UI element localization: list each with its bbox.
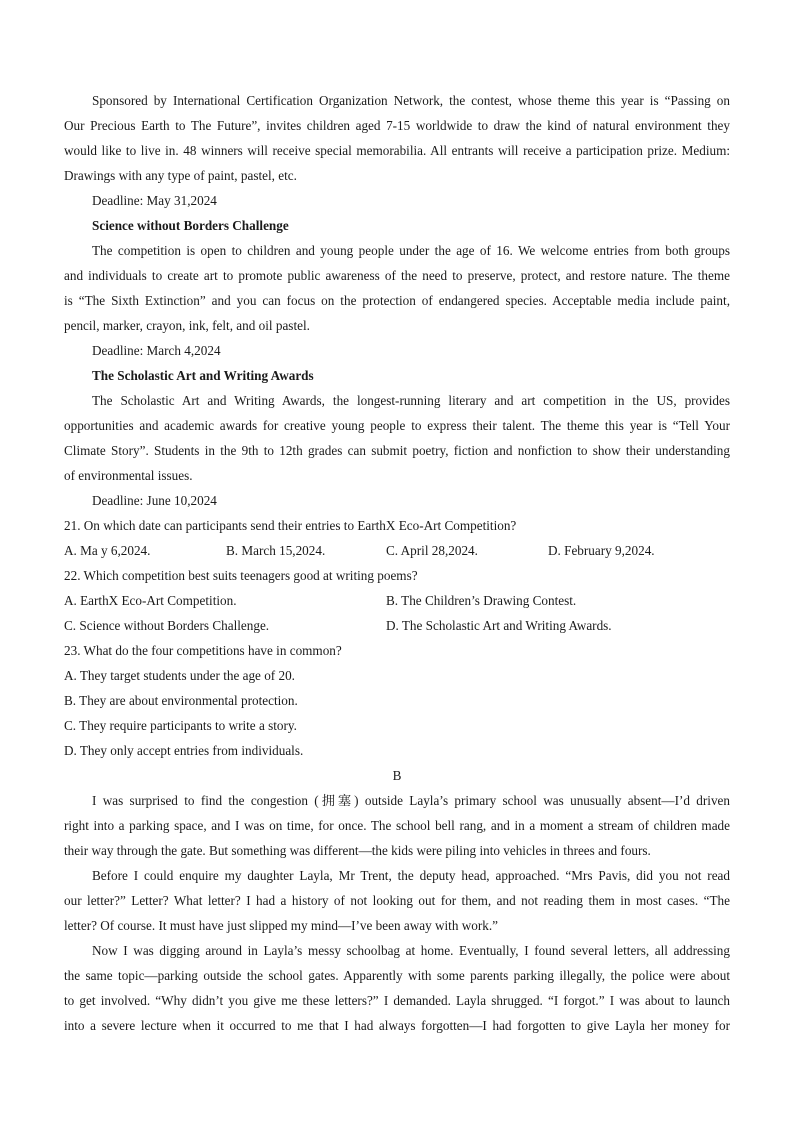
contest-description-scholastic-awards (64, 388, 730, 488)
text-line: Sponsored by International Certification Organization Network, the contest, whose theme this year is “Passing on (92, 93, 730, 108)
question-21-option-a: A. Ma y 6,2024. (64, 543, 151, 558)
text-line: is “The Sixth Extinction” and you can focus on the protection of endangered species. Acceptable media include paint, (64, 293, 730, 308)
text-line: The competition is open to children and young people under the age of 16. We welcome entries from both groups (92, 243, 730, 258)
text-line: would like to live in. 48 winners will receive special memorabilia. All entrants will receive a participation prize. Medium: (64, 143, 730, 158)
deadline-childrens-drawing: Deadline: May 31,2024 (92, 193, 217, 208)
text-line: opportunities and academic awards for creative young people to express their talent. The theme this year is “Tell Your (64, 418, 730, 433)
text-line: into a severe lecture when it occurred to me that I had always forgotten—I had forgotten to give Layla her money for (64, 1018, 730, 1033)
contest-description-childrens-drawing (64, 88, 730, 188)
question-23-option-a: A. They target students under the age of 20. (64, 668, 295, 683)
passage-b-paragraph-1 (64, 788, 730, 863)
deadline-science-without-borders: Deadline: March 4,2024 (92, 343, 221, 358)
text-line: Our Precious Earth to The Future”, invites children aged 7-15 worldwide to draw the kind of natural environment they (64, 118, 730, 133)
question-21-option-d: D. February 9,2024. (548, 543, 655, 558)
question-23-option-b: B. They are about environmental protection. (64, 693, 298, 708)
question-23-stem: 23. What do the four competitions have in common? (64, 643, 342, 658)
contest-title-science-without-borders: Science without Borders Challenge (92, 218, 289, 233)
text-line: Drawings with any type of paint, pastel, etc. (64, 168, 297, 183)
question-22-option-a: A. EarthX Eco-Art Competition. (64, 593, 237, 608)
text-line: The Scholastic Art and Writing Awards, the longest-running literary and art competition in the US, provides (92, 393, 730, 408)
contest-description-science-without-borders (64, 238, 730, 338)
question-21-option-c: C. April 28,2024. (386, 543, 478, 558)
question-22-option-b: B. The Children’s Drawing Contest. (386, 593, 577, 608)
question-23-option-c: C. They require participants to write a story. (64, 718, 297, 733)
text-line: the same topic—parking outside the school gates. Apparently with some parents parking illegally, the police were about (64, 968, 730, 983)
text-line: right into a parking space, and I was on time, for once. The school bell rang, and in a moment a stream of children made (64, 818, 730, 833)
text-line: to get involved. “Why didn’t you give me these letters?” I demanded. Layla shrugged. “I forgot.” I was about to launch (64, 993, 730, 1008)
question-21-stem: 21. On which date can participants send their entries to EarthX Eco-Art Competition? (64, 518, 517, 533)
text-line: their way through the gate. But something was different—the kids were piling into vehicles in threes and fours. (64, 843, 651, 858)
text-line: and individuals to create art to promote public awareness of the need to preserve, protect, and restore nature. The theme (64, 268, 730, 283)
text-line: of environmental issues. (64, 468, 193, 483)
question-22-option-d: D. The Scholastic Art and Writing Awards. (386, 618, 612, 633)
text-line: our letter?” Letter? What letter? I had a history of not looking out for them, and not reading them in most cases. “The (64, 893, 730, 908)
text-line: I was surprised to find the congestion (拥塞) outside Layla’s primary school was unusually absent—I’d driven (92, 793, 730, 808)
passage-b-label: B (392, 768, 402, 783)
document-page (64, 88, 730, 1038)
passage-b-paragraph-2 (64, 863, 730, 938)
deadline-scholastic-awards: Deadline: June 10,2024 (92, 493, 217, 508)
question-22-option-c: C. Science without Borders Challenge. (64, 618, 270, 633)
question-21-option-b: B. March 15,2024. (226, 543, 326, 558)
question-23-option-d: D. They only accept entries from individuals. (64, 743, 304, 758)
passage-b-paragraph-3 (64, 938, 730, 1038)
text-line: Before I could enquire my daughter Layla, Mr Trent, the deputy head, approached. “Mrs Pavis, did you not read (92, 868, 730, 883)
question-22-options-row-1 (64, 588, 730, 613)
question-22-stem: 22. Which competition best suits teenagers good at writing poems? (64, 568, 418, 583)
text-line: pencil, marker, crayon, ink, felt, and oil pastel. (64, 318, 310, 333)
contest-title-scholastic-awards: The Scholastic Art and Writing Awards (92, 368, 314, 383)
text-line: letter? Of course. It must have just slipped my mind—I’ve been away with work.” (64, 918, 498, 933)
question-21-options (64, 538, 730, 563)
text-line: Climate Story”. Students in the 9th to 12th grades can submit poetry, fiction and nonfiction to show their understanding (64, 443, 730, 458)
text-line: Now I was digging around in Layla’s messy schoolbag at home. Eventually, I found several letters, all addressing (92, 943, 730, 958)
question-22-options-row-2 (64, 613, 730, 638)
